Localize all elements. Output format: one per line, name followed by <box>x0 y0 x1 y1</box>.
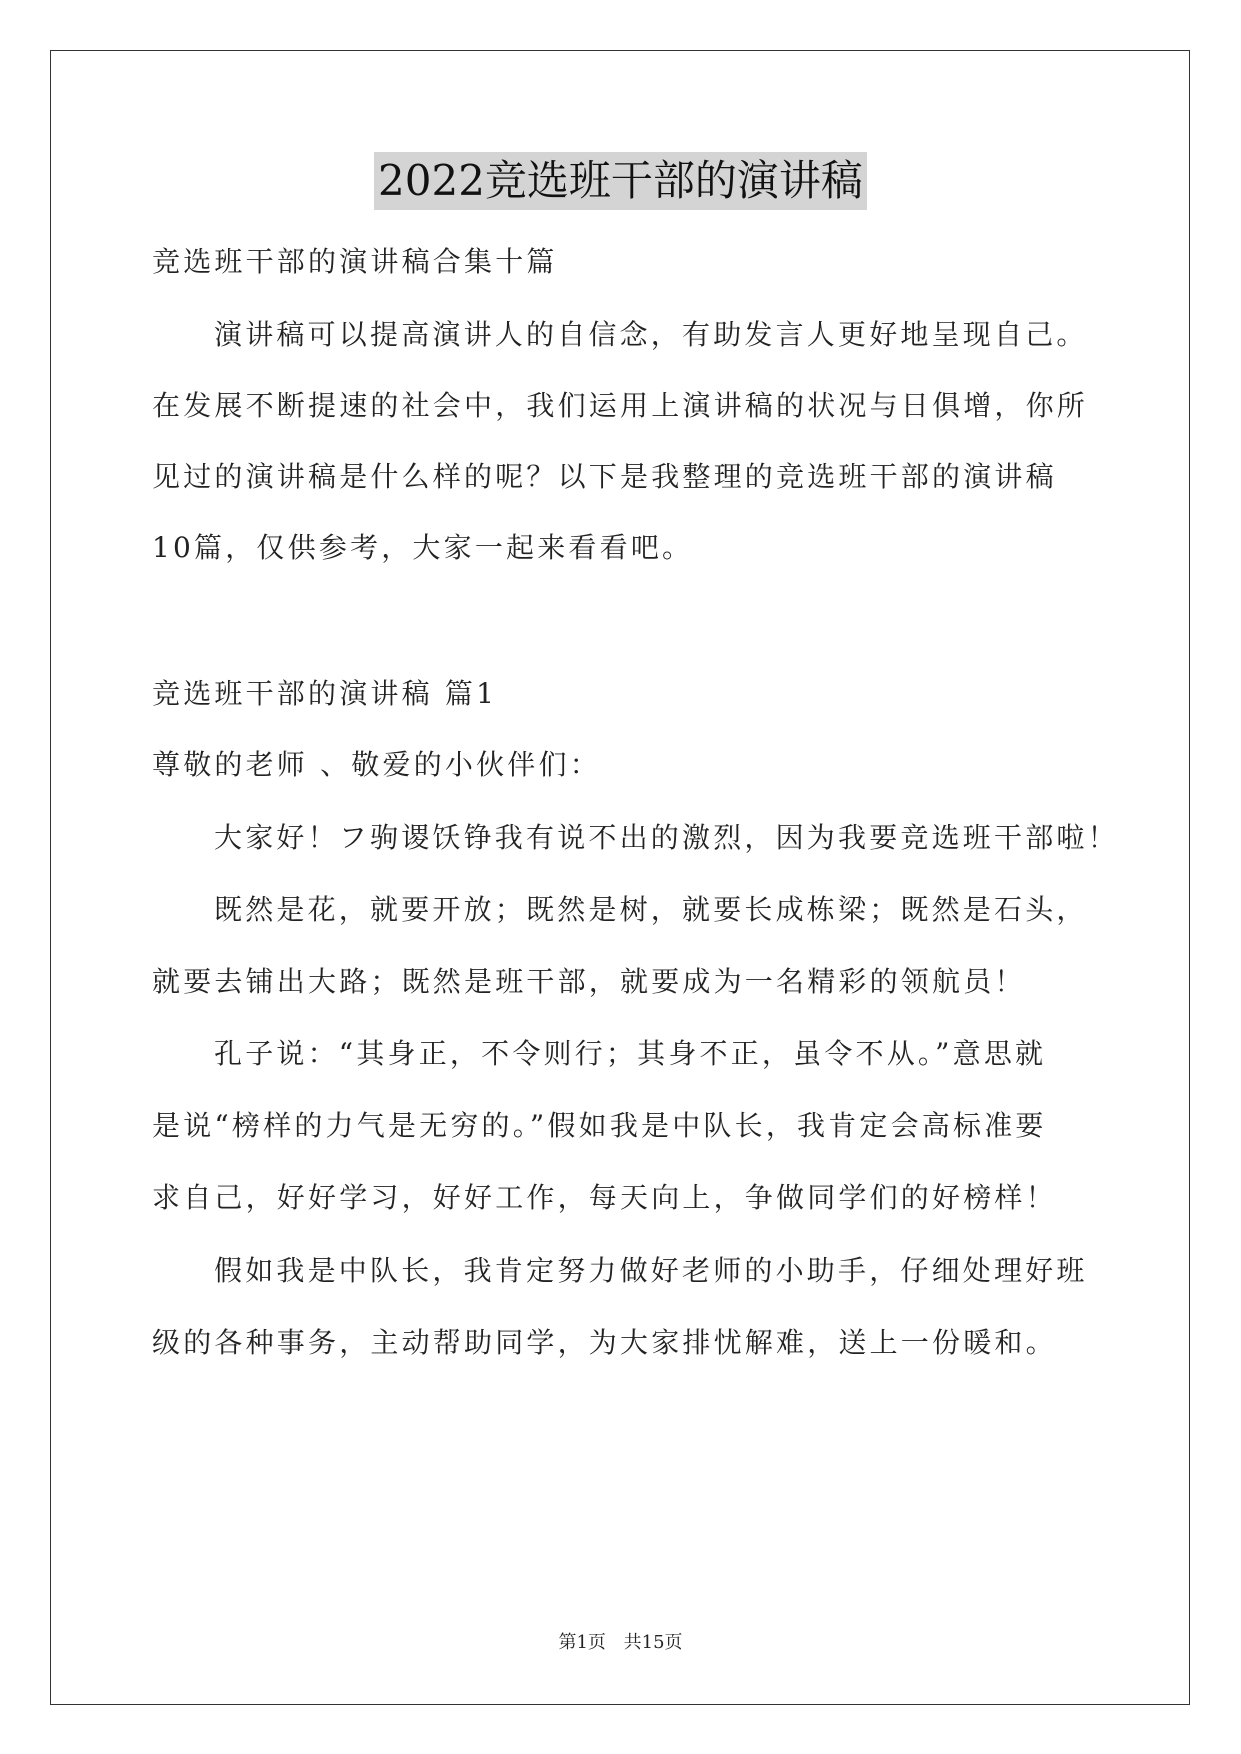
page-footer <box>0 1628 1241 1654</box>
body-line: 既然是花，就要开放；既然是树，就要长成栋梁；既然是石头， <box>214 893 1088 926</box>
document-title: 2022竞选班干部的演讲稿 <box>374 152 867 210</box>
body-line: 级的各种事务，主动帮助同学，为大家排忧解难，送上一份暖和。 <box>152 1326 1057 1359</box>
intro-line: 见过的演讲稿是什么样的呢？以下是我整理的竞选班干部的演讲稿 <box>152 460 1057 493</box>
title-container <box>0 152 1241 210</box>
page-number: 第1页 <box>558 1632 606 1653</box>
document-subtitle: 竞选班干部的演讲稿合集十篇 <box>152 245 558 278</box>
body-line: 假如我是中队长，我肯定努力做好老师的小助手，仔细处理好班 <box>214 1254 1088 1287</box>
intro-line: 演讲稿可以提高演讲人的自信念，有助发言人更好地呈现自己。 <box>214 318 1088 351</box>
intro-line: 在发展不断提速的社会中，我们运用上演讲稿的状况与日俱增，你所 <box>152 389 1089 422</box>
body-line: 是说“榜样的力气是无穷的。”假如我是中队长，我肯定会高标准要 <box>152 1109 1047 1142</box>
page-border <box>50 50 1190 1705</box>
body-line: 孔子说：“其身正，不令则行；其身不正，虽令不从。”意思就 <box>214 1037 1047 1070</box>
page-total: 共15页 <box>623 1632 683 1653</box>
body-line: 大家好！フ驹谡饫铮我有说不出的激烈，因为我要竞选班干部啦！ <box>214 821 1119 854</box>
section-heading: 竞选班干部的演讲稿 篇1 <box>152 677 498 710</box>
intro-line: 10篇，仅供参考，大家一起来看看吧。 <box>152 531 694 564</box>
body-line: 求自己，好好学习，好好工作，每天向上，争做同学们的好榜样！ <box>152 1181 1057 1214</box>
body-line: 就要去铺出大路；既然是班干部，就要成为一名精彩的领航员！ <box>152 965 1026 998</box>
greeting: 尊敬的老师 、敬爱的小伙伴们： <box>152 748 601 781</box>
